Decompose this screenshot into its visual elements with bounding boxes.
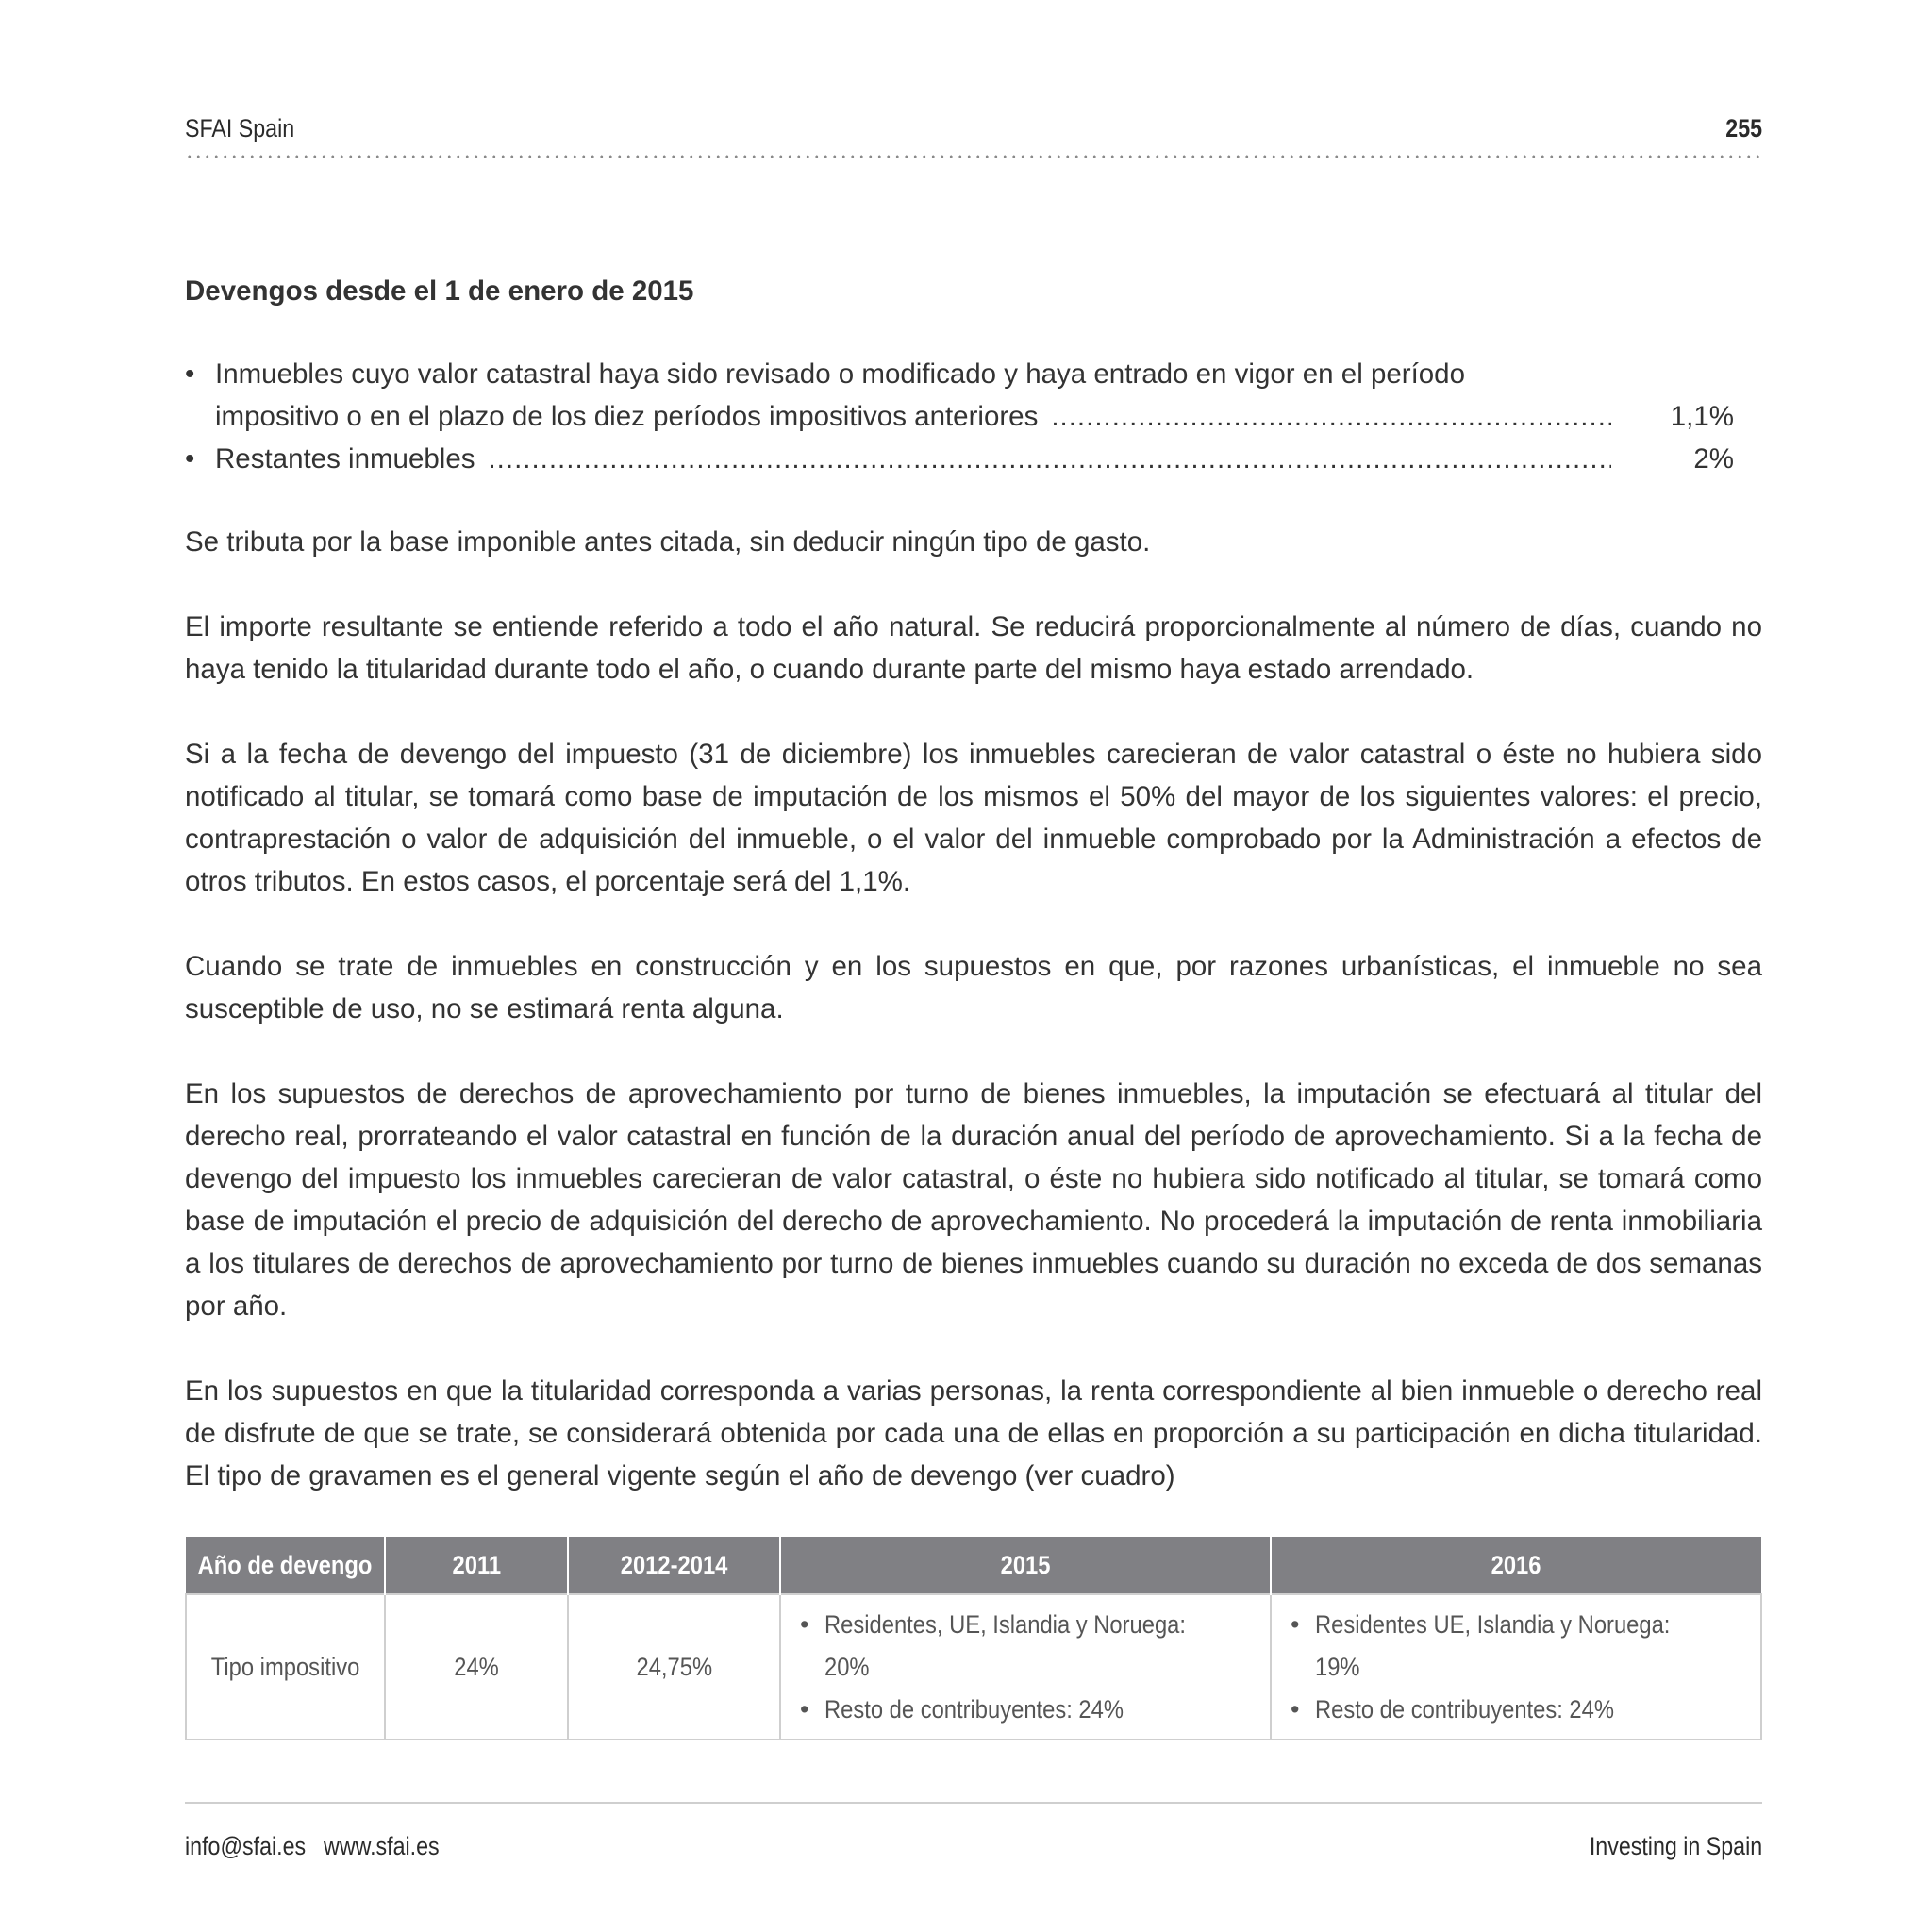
- rate-list: [185, 353, 1762, 480]
- paragraph: Cuando se trate de inmuebles en construcción y en los supuestos en que, por razones urbanísticas, el inmueble no sea susceptible de uso, no se estimará renta alguna.: [185, 951, 1762, 1024]
- paragraph: En los supuestos de derechos de aprovechamiento por turno de bienes inmuebles, la imputación se efectuará al titular del derecho real, prorrateando el valor catastral en función de la duración anual del período de aprovechamiento. Si a la fecha de devengo del impuesto los inmuebles carecieran de valor catastral, o éste no hubiera sido notificado al titular, se tomará como base de imputación el precio de adquisición del derecho de aprovechamiento. No procederá la imputación de renta inmobiliaria a los titulares de derechos de aprovechamiento por turno de bienes inmuebles cuando su duración no exceda de dos semanas por año.: [185, 1078, 1762, 1322]
- column-header: Año de devengo: [186, 1536, 385, 1594]
- paragraph: El importe resultante se entiende referido a todo el año natural. Se reducirá proporcionalmente al número de días, cuando no haya tenido la titularidad durante todo el año, o cuando durante parte del mismo haya estado arrendado.: [185, 611, 1762, 685]
- brand-name: SFAI Spain: [185, 114, 295, 142]
- list-item: • Residentes, UE, Islandia y Noruega: 20%: [792, 1604, 1258, 1689]
- page-header: [185, 106, 1762, 143]
- list-item: • Resto de contribuyentes: 24%: [792, 1689, 1258, 1731]
- header-dotted-divider: [185, 155, 1762, 158]
- footer-divider: [185, 1802, 1762, 1804]
- row-label: Tipo impositivo: [186, 1594, 385, 1740]
- tax-rate-table: [185, 1535, 1762, 1740]
- list-item: [185, 353, 1762, 438]
- paragraph: Se tributa por la base imponible antes citada, sin deducir ningún tipo de gasto.: [185, 526, 1151, 558]
- paragraph: En los supuestos en que la titularidad corresponda a varias personas, la renta correspondiente al bien inmueble o derecho real de disfrute de que se trate, se considerará obtenida por cada una de ellas en proporción a su participación en dicha titularidad. El tipo de gravamen es el general vigente según el año de devengo (ver cuadro): [185, 1375, 1762, 1491]
- table-cell: [1271, 1594, 1761, 1740]
- table-cell: 24,75%: [568, 1594, 780, 1740]
- list-item-line: • Restantes inmuebles: [215, 443, 475, 475]
- list-item: • Resto de contribuyentes: 24%: [1283, 1689, 1749, 1731]
- column-header: 2012-2014: [568, 1536, 780, 1594]
- column-header: 2011: [385, 1536, 567, 1594]
- dot-leader: [488, 438, 1611, 480]
- page-number: 255: [1725, 114, 1762, 142]
- dot-leader: [1051, 395, 1611, 438]
- section-title: Devengos desde el 1 de enero de 2015: [185, 275, 694, 307]
- list-item-line: • Inmuebles cuyo valor catastral haya sido revisado o modificado y haya entrado en vigor en el período: [215, 358, 1465, 390]
- list-item: • Residentes UE, Islandia y Noruega: 19%: [1283, 1604, 1749, 1689]
- column-header: 2016: [1271, 1536, 1761, 1594]
- footer-email[interactable]: info@sfai.es: [185, 1832, 307, 1860]
- footer-tagline: Investing in Spain: [1589, 1832, 1762, 1860]
- rate-value: 1,1%: [1670, 401, 1734, 432]
- document-page: [185, 0, 1762, 1932]
- paragraph: Si a la fecha de devengo del impuesto (31 de diciembre) los inmuebles carecieran de valor catastral o éste no hubiera sido notificado al titular, se tomará como base de imputación de los mismos el 50% del mayor de los siguientes valores: el precio, contraprestación o valor de adquisición del inmueble, o el valor del inmueble comprobado por la Administración a efectos de otros tributos. En estos casos, el porcentaje será del 1,1%.: [185, 739, 1762, 897]
- table-row: [186, 1594, 1761, 1740]
- rate-value: 2%: [1693, 443, 1734, 475]
- list-item-line: impositivo o en el plazo de los diez períodos impositivos anteriores: [215, 401, 1039, 432]
- footer-website[interactable]: www.sfai.es: [324, 1832, 440, 1860]
- list-item: [185, 438, 1762, 480]
- page-footer: [185, 1832, 1762, 1861]
- table-cell: 24%: [385, 1594, 567, 1740]
- main-content: [185, 270, 1762, 1540]
- table-header-row: [186, 1536, 1761, 1594]
- column-header: 2015: [780, 1536, 1271, 1594]
- table-cell: [780, 1594, 1271, 1740]
